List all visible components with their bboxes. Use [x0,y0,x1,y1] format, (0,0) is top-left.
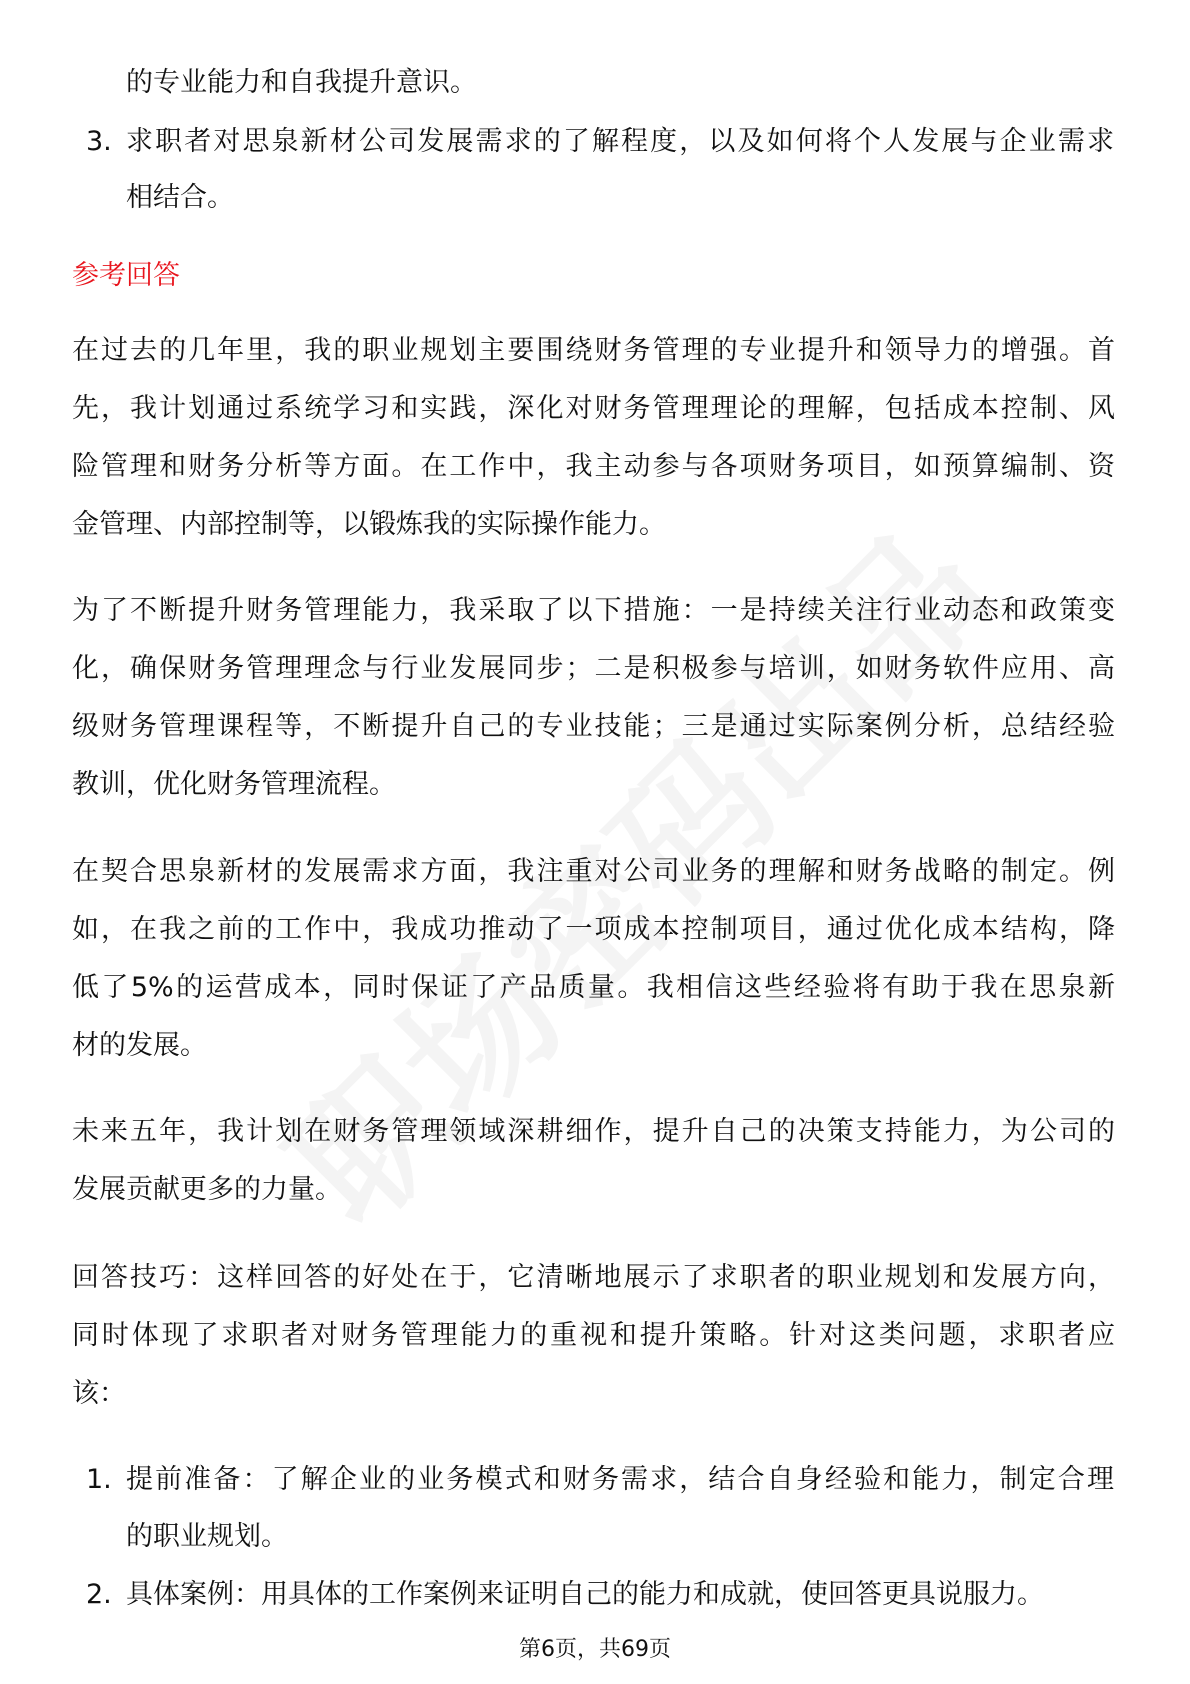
paragraph-line: 级财务管理课程等，不断提升自己的专业技能；三是通过实际案例分析，总结经验 [72,711,1115,742]
list-number: 3. [86,126,112,157]
paragraph-line: 材的发展。 [72,1030,207,1061]
paragraph-line: 该： [72,1378,126,1409]
tip-line: 的职业规划。 [126,1521,288,1552]
paragraph-line: 如，在我之前的工作中，我成功推动了一项成本控制项目，通过优化成本结构，降 [72,914,1115,945]
paragraph-line: 回答技巧：这样回答的好处在于，它清晰地展示了求职者的职业规划和发展方向， [72,1262,1115,1293]
paragraph-line: 发展贡献更多的力量。 [72,1174,342,1205]
list-number: 2. [86,1579,112,1610]
tip-line: 具体案例：用具体的工作案例来证明自己的能力和成就，使回答更具说服力。 [126,1579,1044,1610]
tip-line: 提前准备：了解企业的业务模式和财务需求，结合自身经验和能力，制定合理 [126,1464,1114,1495]
section-title: 参考回答 [72,260,180,291]
paragraph-line: 为了不断提升财务管理能力，我采取了以下措施：一是持续关注行业动态和政策变 [72,595,1115,626]
paragraph-line: 教训，优化财务管理流程。 [72,769,396,800]
paragraph-line: 金管理、内部控制等，以锻炼我的实际操作能力。 [72,509,666,540]
page-footer: 第6页，共69页 [519,1637,671,1662]
paragraph-line: 低了5%的运营成本，同时保证了产品质量。我相信这些经验将有助于我在思泉新 [72,972,1115,1003]
paragraph-line: 同时体现了求职者对财务管理能力的重视和提升策略。针对这类问题，求职者应 [72,1320,1115,1351]
paragraph-line: 化，确保财务管理理念与行业发展同步；二是积极参与培训，如财务软件应用、高 [72,653,1115,684]
list-number: 1. [86,1464,112,1495]
list-item-line: 求职者对思泉新材公司发展需求的了解程度，以及如何将个人发展与企业需求 [126,126,1114,157]
list-item-continuation: 的专业能力和自我提升意识。 [126,67,477,98]
paragraph-line: 在过去的几年里，我的职业规划主要围绕财务管理的专业提升和领导力的增强。首 [72,335,1115,366]
paragraph-line: 先，我计划通过系统学习和实践，深化对财务管理理论的理解，包括成本控制、风 [72,393,1115,424]
list-item-line: 相结合。 [126,182,234,213]
paragraph-line: 险管理和财务分析等方面。在工作中，我主动参与各项财务项目，如预算编制、资 [72,451,1115,482]
paragraph-line: 在契合思泉新材的发展需求方面，我注重对公司业务的理解和财务战略的制定。例 [72,856,1115,887]
paragraph-line: 未来五年，我计划在财务管理领域深耕细作，提升自己的决策支持能力，为公司的 [72,1116,1115,1147]
